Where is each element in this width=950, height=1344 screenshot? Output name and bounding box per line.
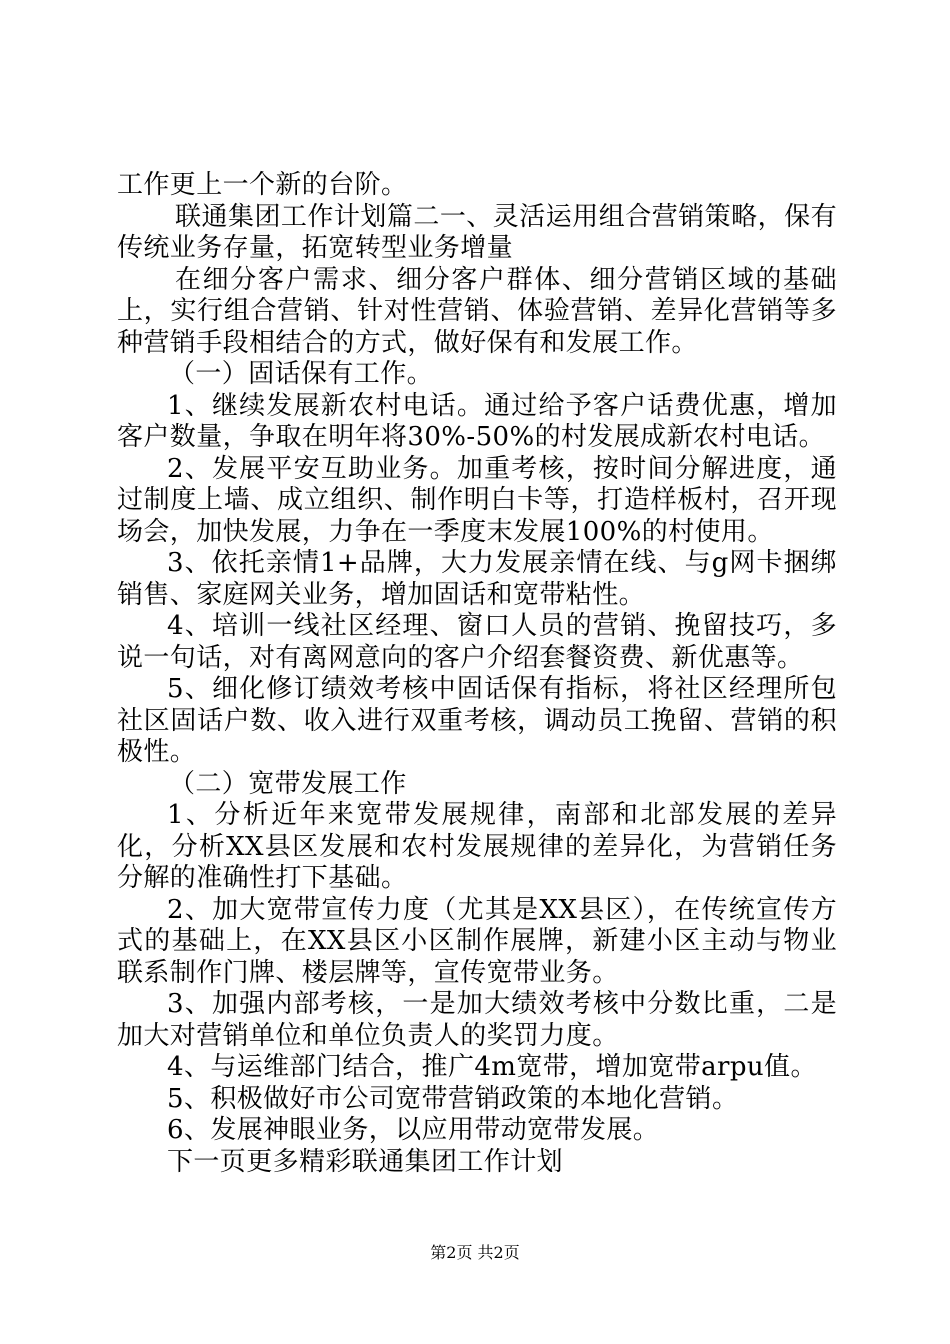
list-item-broadband-2: 2、加大宽带宣传力度（尤其是XX县区），在传统宣传方式的基础上，在XX县区小区制作展牌，新建小区主动与物业联系制作门牌、楼层牌等，宣传宽带业务。 — [117, 894, 837, 988]
paragraph-section-heading: 联通集团工作计划篇二一、灵活运用组合营销策略，保有传统业务存量，拓宽转型业务增量 — [117, 201, 837, 263]
list-item-landline-3: 3、依托亲情1+品牌，大力发展亲情在线、与g网卡捆绑销售、家庭网关业务，增加固话和宽带粘性。 — [117, 548, 837, 610]
list-item-broadband-5: 5、积极做好市公司宽带营销政策的本地化营销。 — [167, 1083, 739, 1114]
next-page-link-text: 下一页更多精彩联通集团工作计划 — [167, 1146, 564, 1177]
list-item-landline-5: 5、细化修订绩效考核中固话保有指标，将社区经理所包社区固话户数、收入进行双重考核，调动员工挽留、营销的积极性。 — [117, 674, 837, 767]
page-number-footer: 第2页 共2页 — [430, 1243, 520, 1262]
list-item-broadband-4: 4、与运维部门结合，推广4m宽带，增加宽带arpu值。 — [167, 1052, 817, 1082]
document-body — [117, 170, 837, 1178]
list-item-landline-4: 4、培训一线社区经理、窗口人员的营销、挽留技巧，多说一句话，对有离网意向的客户介绍套餐资费、新优惠等。 — [117, 611, 837, 673]
list-item-broadband-3: 3、加强内部考核，一是加大绩效考核中分数比重，二是加大对营销单位和单位负责人的奖罚力度。 — [117, 989, 837, 1051]
paragraph-intro: 在细分客户需求、细分客户群体、细分营销区域的基础上，实行组合营销、针对性营销、体验营销、差异化营销等多种营销手段相结合的方式，做好保有和发展工作。 — [117, 264, 837, 358]
list-item-landline-2: 2、发展平安互助业务。加重考核，按时间分解进度，通过制度上墙、成立组织、制作明白卡等，打造样板村，召开现场会，加快发展，力争在一季度末发展100%的村使用。 — [117, 453, 837, 547]
paragraph-continuation: 工作更上一个新的台阶。 — [117, 170, 408, 200]
subheading-landline: （一）固话保有工作。 — [169, 359, 434, 389]
subheading-broadband: （二）宽带发展工作 — [169, 768, 407, 799]
list-item-landline-1: 1、继续发展新农村电话。通过给予客户话费优惠，增加客户数量，争取在明年将30%-50%的村发展成新农村电话。 — [117, 390, 837, 452]
list-item-broadband-1: 1、分析近年来宽带发展规律，南部和北部发展的差异化，分析XX县区发展和农村发展规律的差异化，为营销任务分解的准确性打下基础。 — [117, 800, 837, 893]
list-item-broadband-6: 6、发展神眼业务，以应用带动宽带发展。 — [167, 1115, 660, 1145]
